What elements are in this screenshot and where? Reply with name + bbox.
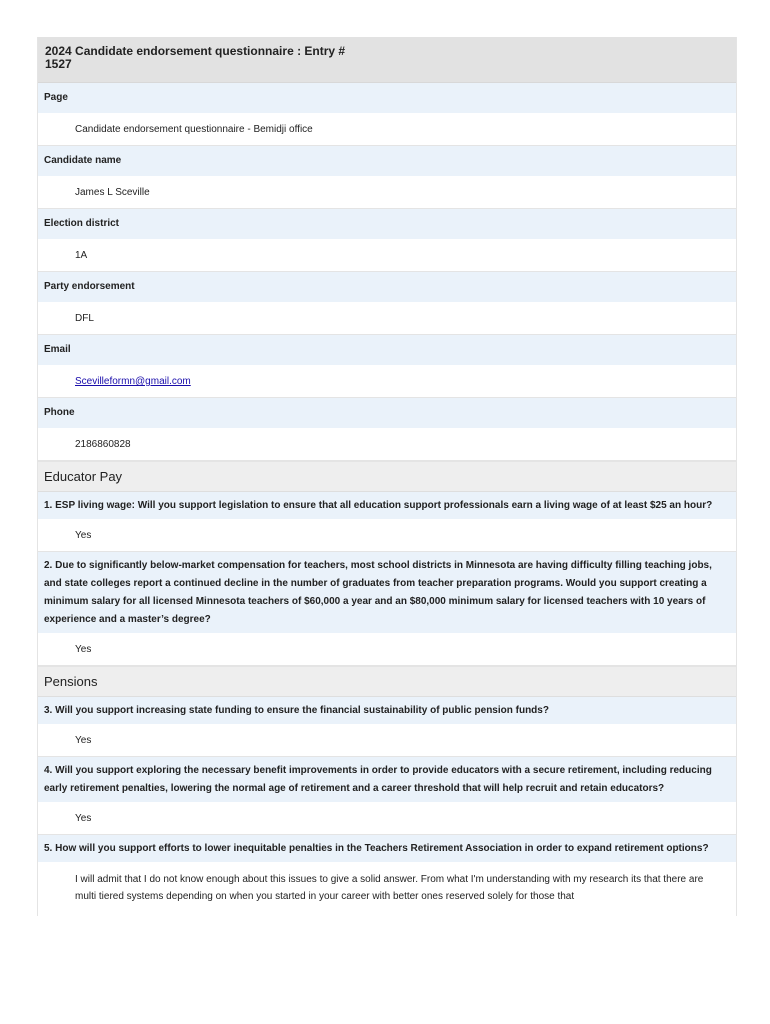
answer-3: Yes (38, 725, 736, 757)
page-value: Candidate endorsement questionnaire - Bemidji office (38, 114, 736, 146)
question-1: 1. ESP living wage: Will you support legislation to ensure that all education support professionals earn a living wage of at least $25 an hour? (38, 492, 736, 520)
election-district-value: 1A (38, 240, 736, 272)
entry-title-line-1: 2024 Candidate endorsement questionnaire : Entry # (45, 44, 346, 58)
entry-number: 1527 (45, 57, 72, 71)
answer-1: Yes (38, 520, 736, 552)
question-3: 3. Will you support increasing state funding to ensure the financial sustainability of public pension funds? (38, 697, 736, 725)
phone-label: Phone (38, 398, 736, 429)
entry-title (38, 37, 736, 83)
entry-form (37, 37, 737, 916)
answer-4: Yes (38, 803, 736, 835)
party-endorsement-label: Party endorsement (38, 272, 736, 303)
phone-value: 2186860828 (38, 429, 736, 461)
page-label: Page (38, 83, 736, 114)
question-4: 4. Will you support exploring the necessary benefit improvements in order to provide educators with a secure retirement, including reducing early retirement penalties, lowering the normal age of retirement and a career threshold that will help recruit and retain educators? (38, 757, 736, 803)
email-value (38, 366, 736, 398)
party-endorsement-value: DFL (38, 303, 736, 335)
answer-2: Yes (38, 634, 736, 666)
email-link[interactable]: Scevilleformn@gmail.com (75, 376, 191, 387)
email-label: Email (38, 335, 736, 366)
candidate-name-label: Candidate name (38, 146, 736, 177)
question-5: 5. How will you support efforts to lower inequitable penalties in the Teachers Retirement Association in order to expand retirement options? (38, 835, 736, 863)
candidate-name-value: James L Sceville (38, 177, 736, 209)
answer-5: I will admit that I do not know enough about this issues to give a solid answer. From what I'm understanding with my research its that there are multi tiered systems depending on when you started in your career with better ones reserved solely for those that (38, 863, 736, 916)
section-pensions: Pensions (38, 666, 736, 697)
question-2: 2. Due to significantly below-market compensation for teachers, most school districts in Minnesota are having difficulty filling teaching jobs, and state colleges report a continued decline in the number of graduates from teacher preparation programs. Would you support creating a minimum salary for all licensed Minnesota teachers of $60,000 a year and an $80,000 minimum salary for licensed teachers with 10 years of experience and a master’s degree? (38, 552, 736, 634)
election-district-label: Election district (38, 209, 736, 240)
section-educator-pay: Educator Pay (38, 461, 736, 492)
